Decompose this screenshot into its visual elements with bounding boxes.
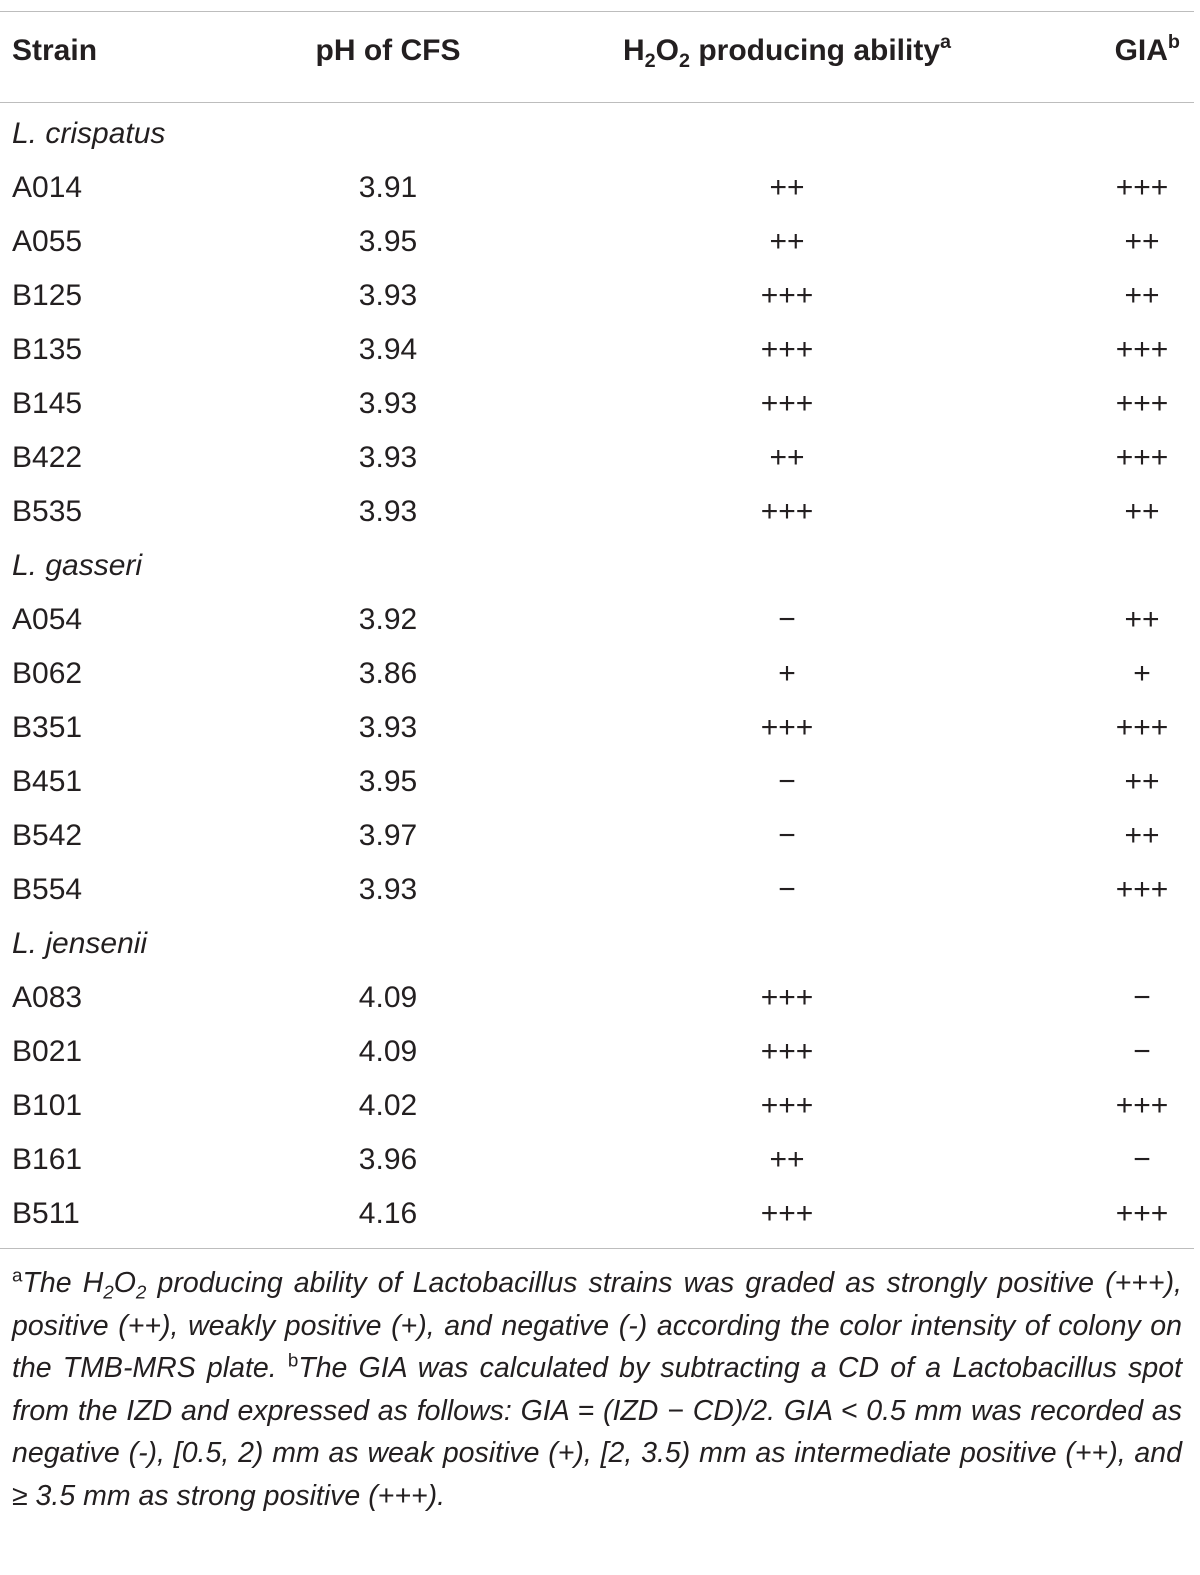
ph-cell: 3.93	[358, 387, 418, 420]
h2o2-cell: +	[778, 657, 796, 690]
ph-cell: 4.02	[358, 1089, 418, 1122]
header-strain: Strain	[12, 34, 98, 67]
table-row	[0, 974, 1194, 1028]
ph-cell: 3.96	[358, 1143, 418, 1176]
table-row	[0, 488, 1194, 542]
strain-cell: B511	[12, 1197, 80, 1230]
table-group-row	[0, 542, 1194, 596]
strain-cell: B145	[12, 387, 83, 420]
table-row	[0, 380, 1194, 434]
table-row	[0, 164, 1194, 218]
strain-cell: A055	[12, 225, 83, 258]
strain-cell: B021	[12, 1035, 83, 1068]
ph-cell: 3.93	[358, 441, 418, 474]
footnote-b-mark: b	[287, 1349, 299, 1371]
group-name: L. jensenii	[12, 927, 148, 960]
header-ph: pH of CFS	[315, 34, 461, 67]
table-row	[0, 758, 1194, 812]
table-bottom-rule	[0, 1248, 1194, 1249]
h2o2-cell: +++	[760, 1035, 814, 1068]
gia-cell: +++	[1115, 1089, 1169, 1122]
h2o2-cell: +++	[760, 1197, 814, 1230]
ph-cell: 3.86	[358, 657, 418, 690]
ph-cell: 4.09	[358, 1035, 418, 1068]
ph-cell: 3.94	[358, 333, 418, 366]
group-name: L. gasseri	[12, 549, 143, 582]
strain-cell: B554	[12, 873, 83, 906]
table-footnote: $^a$The $H_2O_2$ producing ability of Lactobacillus strains was graded as strongly positive (+++), positive (++), weakly positive (+), and negative (-) according the color intensity of colony on the TMB-MRS plate. $^b$The GIA was calculated by subtracting a CD of a Lactobacillus spot from the IZD and expressed as follows: GIA = (IZD − CD)/2. GIA < 0.5 mm was recorded as negative (-), [0.5, 2) mm as weak positive (+), [2, 3.5) mm as intermediate positive (++), and ≥ 3.5 mm as strong positive (+++).	[12, 1264, 1182, 1512]
table-row	[0, 1082, 1194, 1136]
gia-cell: −	[1133, 981, 1151, 1014]
ph-cell: 4.16	[358, 1197, 418, 1230]
table-row	[0, 704, 1194, 758]
gia-cell: ++	[1124, 225, 1160, 258]
h2o2-cell: −	[778, 819, 796, 852]
ph-cell: 3.91	[358, 171, 418, 204]
table-group-row	[0, 110, 1194, 164]
table-row	[0, 1190, 1194, 1244]
strain-cell: B125	[12, 279, 83, 312]
strain-cell: B542	[12, 819, 83, 852]
h2o2-cell: ++	[769, 225, 805, 258]
gia-cell: −	[1133, 1143, 1151, 1176]
strain-cell: B101	[12, 1089, 83, 1122]
h2o2-cell: −	[778, 765, 796, 798]
h2o2-cell: +++	[760, 1089, 814, 1122]
strain-cell: B535	[12, 495, 83, 528]
gia-cell: ++	[1124, 765, 1160, 798]
gia-cell: ++	[1124, 819, 1160, 852]
table-row	[0, 326, 1194, 380]
strain-cell: B135	[12, 333, 83, 366]
strain-cell: A054	[12, 603, 83, 636]
gia-cell: ++	[1124, 603, 1160, 636]
h2o2-cell: +++	[760, 981, 814, 1014]
h2o2-cell: +++	[760, 495, 814, 528]
table-row	[0, 434, 1194, 488]
h2o2-cell: +++	[760, 333, 814, 366]
h2o2-cell: ++	[769, 171, 805, 204]
table-row	[0, 218, 1194, 272]
ph-cell: 3.93	[358, 279, 418, 312]
ph-cell: 3.93	[358, 495, 418, 528]
h2o2-cell: +++	[760, 711, 814, 744]
gia-cell: +++	[1115, 711, 1169, 744]
footnote-a-mark: a	[12, 1264, 23, 1286]
h2o2-cell: −	[778, 873, 796, 906]
table-row	[0, 866, 1194, 920]
table-header-rule	[0, 102, 1194, 103]
h2o2-cell: −	[778, 603, 796, 636]
strain-cell: B062	[12, 657, 83, 690]
strain-cell: A014	[12, 171, 83, 204]
strain-cell: A083	[12, 981, 83, 1014]
gia-cell: −	[1133, 1035, 1151, 1068]
gia-cell: +++	[1115, 441, 1169, 474]
ph-cell: 3.93	[358, 873, 418, 906]
header-gia: GIA$^b$	[1114, 31, 1180, 67]
ph-cell: 3.92	[358, 603, 418, 636]
gia-cell: +++	[1115, 873, 1169, 906]
table-group-row	[0, 920, 1194, 974]
strain-cell: B161	[12, 1143, 83, 1176]
gia-cell: +++	[1115, 333, 1169, 366]
gia-cell: +++	[1115, 171, 1169, 204]
ph-cell: 3.95	[358, 225, 418, 258]
gia-cell: +++	[1115, 1197, 1169, 1230]
table-row	[0, 596, 1194, 650]
strain-cell: B451	[12, 765, 83, 798]
table-body	[0, 110, 1194, 1244]
h2o2-cell: ++	[769, 441, 805, 474]
table-top-rule	[0, 11, 1194, 12]
ph-cell: 3.97	[358, 819, 418, 852]
gia-cell: +	[1133, 657, 1151, 690]
strain-cell: B422	[12, 441, 83, 474]
ph-cell: 4.09	[358, 981, 418, 1014]
gia-cell: ++	[1124, 279, 1160, 312]
ph-cell: 3.93	[358, 711, 418, 744]
h2o2-cell: ++	[769, 1143, 805, 1176]
table-row	[0, 650, 1194, 704]
table-row	[0, 812, 1194, 866]
table-header-row	[0, 31, 1194, 75]
group-name: L. crispatus	[12, 117, 166, 150]
gia-cell: ++	[1124, 495, 1160, 528]
table-row	[0, 272, 1194, 326]
strain-cell: B351	[12, 711, 83, 744]
h2o2-cell: +++	[760, 387, 814, 420]
ph-cell: 3.95	[358, 765, 418, 798]
header-h2o2: $H_2O_2$ producing ability$^a$	[622, 31, 952, 72]
h2o2-cell: +++	[760, 279, 814, 312]
table-row	[0, 1028, 1194, 1082]
table-row	[0, 1136, 1194, 1190]
gia-cell: +++	[1115, 387, 1169, 420]
